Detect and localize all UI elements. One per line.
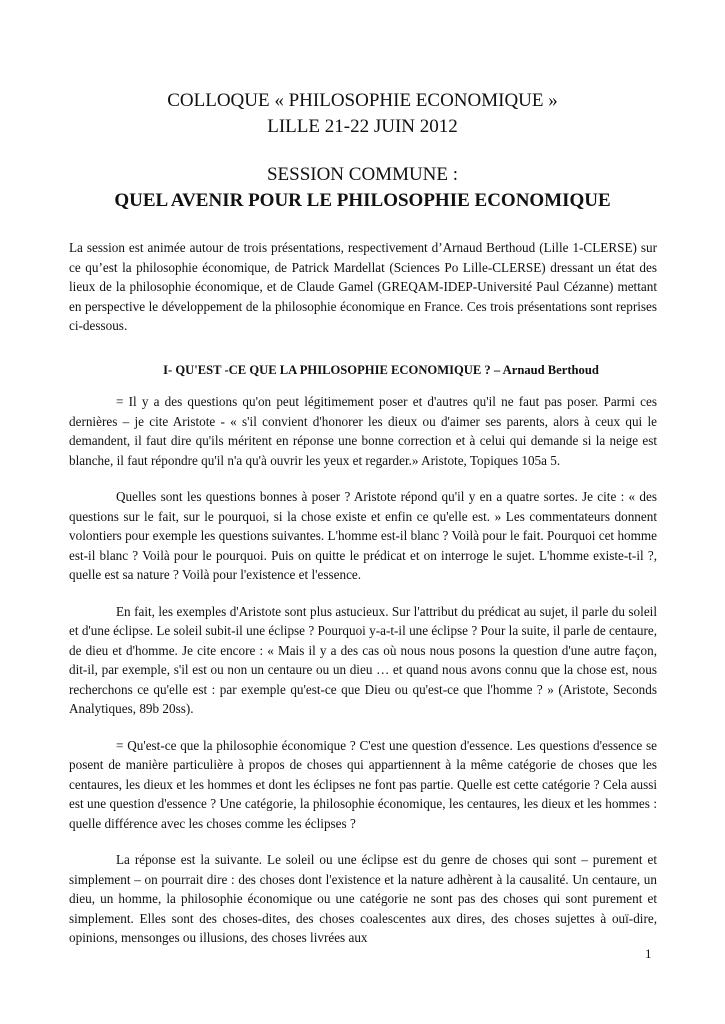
body-paragraph-4: = Qu'est-ce que la philosophie économique ? C'est une question d'essence. Les questions d'essence se posent de manière particulière à propos de choses qui appartiennent à la même catégorie de choses que les centaures, les dieux et les hommes et dont les éclipses ne font pas partie. Quelle est cette catégorie ? Cela aussi est une question d'essence ? Une catégorie, la philosophie économique, les centaures, les dieux et les hommes : quelle différence avec les choses comme les éclipses ? [69, 737, 657, 831]
title-line-4: QUEL AVENIR POUR LE PHILOSOPHIE ECONOMIQUE [114, 190, 611, 211]
title-line-2: LILLE 21-22 JUIN 2012 [267, 116, 458, 137]
body-paragraph-3: En fait, les exemples d'Aristote sont plus astucieux. Sur l'attribut du prédicat au sujet, il parle du soleil et d'une éclipse. Le soleil subit-il une éclipse ? Pourquoi y-a-t-il une éclipse ? Pour la suite, il parle de centaure, de dieu et d'homme. Je cite encore : « Mais il y a des cas où nous nous posons la question d'une autre façon, dit-il, par exemple, s'il est ou non un centaure ou un dieu … et quand nous avons connu que la chose est, nous recherchons ce qu'elle est : par exemple qu'est-ce que Dieu ou qu'est-ce que l'homme ? » (Aristote, Seconds Analytiques, 89b 20ss). [69, 603, 657, 716]
body-paragraph-1: = Il y a des questions qu'on peut légitimement poser et d'autres qu'il ne faut pas poser. Parmi ces dernières – je cite Aristote - « s'il convient d'honorer les dieux ou d'aimer ses parents, alors à ceux qui le demandent, il faut dire qu'ils méritent en réponse une bonne correction et à celui qui demande si la neige est blanche, il faut répondre qu'il n'a qu'à ouvrir les yeux et regarder.» Aristote, Topiques 105a 5. [69, 394, 657, 468]
intro-paragraph: La session est animée autour de trois présentations, respectivement d’Arnaud Berthoud (Lille 1-CLERSE) sur ce qu’est la philosophie économique, de Patrick Mardellat (Sciences Po Lille-CLERSE) dressant un état des lieux de la philosophie économique, et de Claude Gamel (GREQAM-IDEP-Université Paul Cézanne) mettant en perspective le développement de la philosophie économique en France. Ces trois présentations sont reprises ci-dessous. [69, 240, 657, 333]
title-line-1: COLLOQUE « PHILOSOPHIE ECONOMIQUE » [167, 90, 558, 111]
body-paragraph-5: La réponse est la suivante. Le soleil ou une éclipse est du genre de choses qui sont – purement et simplement – on pourrait dire : des choses dont l'existence et la nature adhèrent à la causalité. Un centaure, un dieu, un homme, la philosophie économique ou une catégorie ne sont pas des choses qui sont purement et simplement. Elles sont des choses-dites, des choses coalescentes aux dires, des choses sujettes à ouï-dire, opinions, mensonges ou illusions, des choses livrées aux [69, 852, 657, 945]
page-number: 1 [645, 946, 652, 961]
section-heading: I- QU'EST -CE QUE LA PHILOSOPHIE ECONOMIQUE ? – Arnaud Berthoud [163, 362, 599, 377]
title-line-3: SESSION COMMUNE : [266, 164, 459, 185]
document-body [69, 238, 657, 965]
body-paragraph-2: Quelles sont les questions bonnes à poser ? Aristote répond qu'il y en a quatre sortes. Je cite : « des questions sur le fait, sur le pourquoi, si la chose existe et enfin ce qu'elle est. » Les commentateurs donnent volontiers pour exemple les questions suivantes. L'homme est-il blanc ? Voilà pour le fait. Pourquoi cet homme est-il blanc ? Voilà pour le pourquoi. Puis on quitte le prédicat et on interroge le sujet. L'homme existe-t-il ?, quelle est sa nature ? Voilà pour l'existence et l'essence. [69, 489, 657, 582]
